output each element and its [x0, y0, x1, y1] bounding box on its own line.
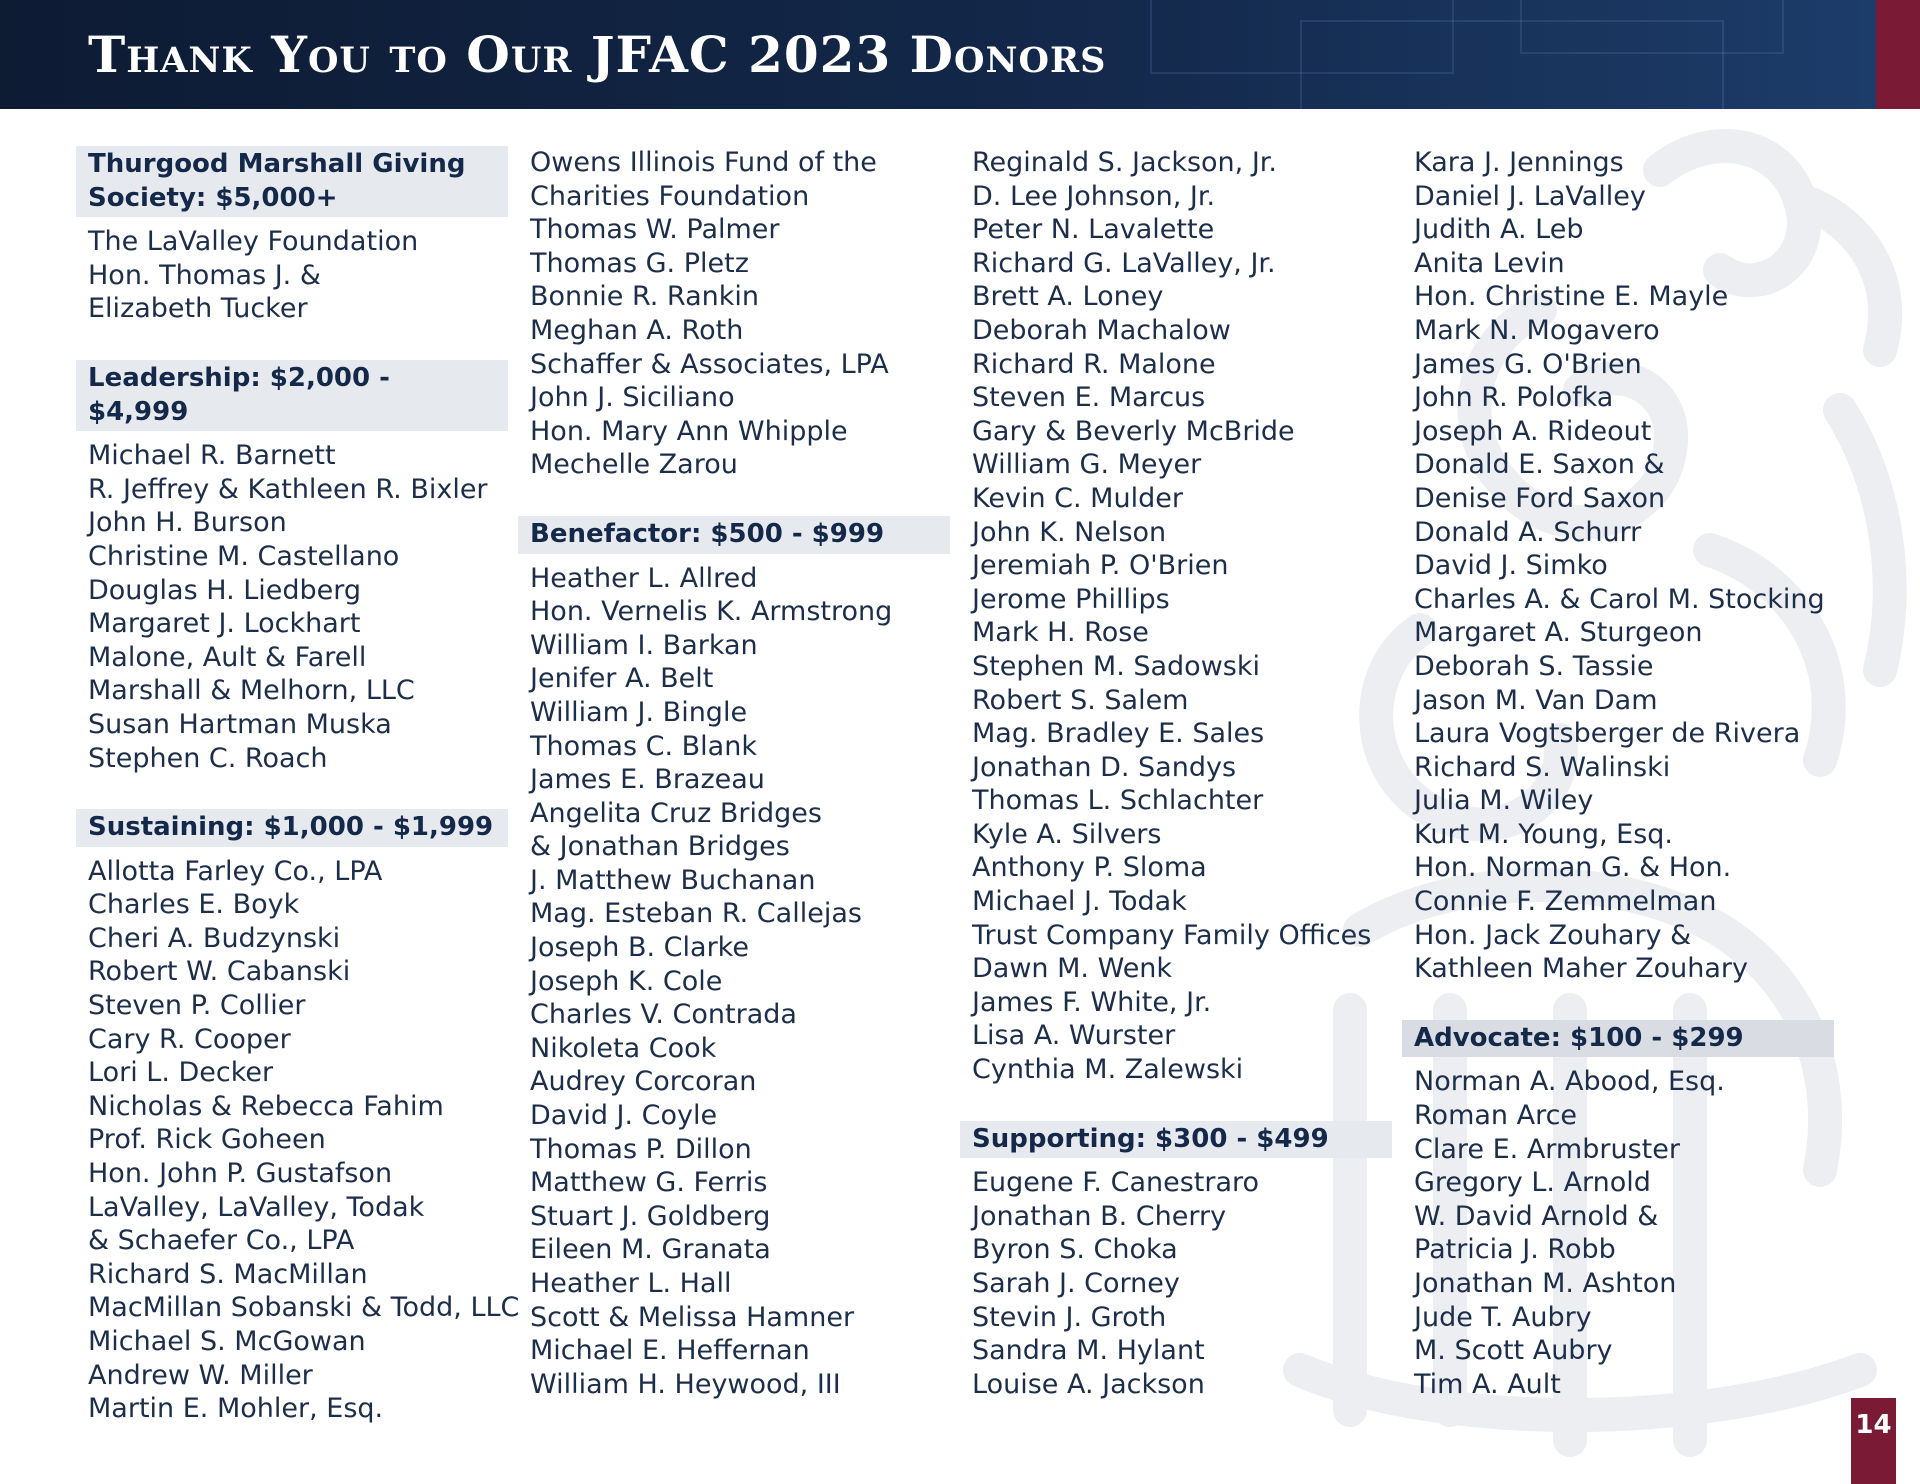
category-heading: Leadership: $2,000 - $4,999: [76, 360, 508, 431]
donor-name: R. Jeffrey & Kathleen R. Bixler: [88, 473, 488, 505]
donor-name: Prof. Rick Goheen: [88, 1124, 326, 1156]
donor-name: Jason M. Van Dam: [1414, 684, 1658, 716]
donor-name: Steven P. Collier: [88, 990, 306, 1022]
donor-name: Louise A. Jackson: [972, 1368, 1205, 1400]
donor-name: & Jonathan Bridges: [530, 831, 790, 863]
donor-name: Mag. Bradley E. Sales: [972, 718, 1265, 750]
donor-name: Richard S. MacMillan: [88, 1258, 368, 1290]
donor-name: Kurt M. Young, Esq.: [1414, 818, 1674, 850]
donor-name: Steven E. Marcus: [972, 382, 1206, 414]
donor-name: LaValley, LaValley, Todak: [88, 1191, 425, 1223]
donor-name: Eileen M. Granata: [530, 1234, 771, 1266]
donor-list: [76, 855, 520, 1426]
donor-name: William H. Heywood, III: [530, 1368, 841, 1400]
donor-name: Kyle A. Silvers: [972, 818, 1162, 850]
donor-name: Connie F. Zemmelman: [1414, 886, 1717, 918]
donor-name: William G. Meyer: [972, 449, 1202, 481]
donor-name: Jude T. Aubry: [1414, 1301, 1592, 1333]
donor-name: James F. White, Jr.: [972, 986, 1212, 1018]
donor-name: Matthew G. Ferris: [530, 1167, 768, 1199]
donor-name: Elizabeth Tucker: [88, 293, 308, 325]
donor-name: Stephen M. Sadowski: [972, 650, 1260, 682]
donor-name: Michael E. Heffernan: [530, 1335, 810, 1367]
donor-list: [1402, 1065, 1834, 1401]
donor-name: Roman Arce: [1414, 1100, 1578, 1132]
donor-name: Hon. John P. Gustafson: [88, 1158, 393, 1190]
donor-name: Lisa A. Wurster: [972, 1020, 1176, 1052]
donor-name: Christine M. Castellano: [88, 540, 400, 572]
donor-name: Charles E. Boyk: [88, 889, 300, 921]
donor-name: Robert W. Cabanski: [88, 956, 351, 988]
donor-name: Sarah J. Corney: [972, 1268, 1180, 1299]
donor-name: Jerome Phillips: [972, 583, 1170, 615]
header-banner: [0, 0, 1920, 109]
donor-name: Clare E. Armbruster: [1414, 1133, 1680, 1165]
donor-name: Audrey Corcoran: [530, 1066, 757, 1098]
donor-name: Laura Vogtsberger de Rivera: [1414, 718, 1801, 750]
donor-name: Dawn M. Wenk: [972, 953, 1173, 985]
donor-name: Kathleen Maher Zouhary: [1414, 953, 1749, 985]
donor-name: Thomas G. Pletz: [530, 247, 749, 279]
donor-name: Richard R. Malone: [972, 348, 1216, 380]
donor-name: Jonathan D. Sandys: [972, 751, 1237, 783]
donor-name: Hon. Thomas J. &: [88, 259, 321, 291]
donor-name: Thomas W. Palmer: [530, 214, 780, 246]
donor-name: Lori L. Decker: [88, 1057, 274, 1089]
donor-name: Cheri A. Budzynski: [88, 922, 341, 954]
donor-name: Douglas H. Liedberg: [88, 574, 362, 606]
donor-name: James E. Brazeau: [530, 764, 765, 796]
donor-name: Joseph K. Cole: [530, 965, 723, 997]
donor-name: Thomas L. Schlachter: [972, 785, 1264, 817]
donor-name: Stephen C. Roach: [88, 742, 328, 774]
donor-name: Gregory L. Arnold: [1414, 1167, 1651, 1199]
donor-name: Meghan A. Roth: [530, 314, 744, 346]
donor-name: Trust Company Family Offices: [972, 919, 1372, 951]
donor-name: Jeremiah P. O'Brien: [972, 550, 1229, 582]
donor-name: Donald A. Schurr: [1414, 516, 1642, 548]
donor-name: Denise Ford Saxon: [1414, 482, 1666, 514]
donor-name: Andrew W. Miller: [88, 1359, 313, 1391]
donor-name: Susan Hartman Muska: [88, 708, 392, 740]
donor-column-3: [960, 146, 1392, 1401]
donor-name: Deborah S. Tassie: [1414, 650, 1654, 682]
donor-name: Anthony P. Sloma: [972, 852, 1207, 884]
donor-name: The LaValley Foundation: [88, 226, 419, 258]
donor-name: Hon. Christine E. Mayle: [1414, 281, 1729, 313]
donor-name: Stevin J. Groth: [972, 1301, 1167, 1333]
donor-column-2: [518, 146, 950, 1401]
page-number: 14: [1851, 1398, 1896, 1484]
donor-name: MacMillan Sobanski & Todd, LLC: [88, 1292, 520, 1324]
donor-name: Owens Illinois Fund of the: [530, 147, 877, 178]
donor-name: Reginald S. Jackson, Jr.: [972, 147, 1278, 178]
donor-name: Norman A. Abood, Esq.: [1414, 1066, 1725, 1098]
donor-name: Mag. Esteban R. Callejas: [530, 898, 862, 930]
donor-name: Cary R. Cooper: [88, 1023, 291, 1055]
donor-name: Hon. Mary Ann Whipple: [530, 415, 848, 447]
category-heading: Benefactor: $500 - $999: [518, 516, 950, 554]
donor-name: Cynthia M. Zalewski: [972, 1054, 1244, 1086]
donor-name: Jenifer A. Belt: [530, 663, 714, 695]
donor-name: Patricia J. Robb: [1414, 1234, 1616, 1266]
category-heading: Sustaining: $1,000 - $1,999: [76, 809, 508, 847]
donor-name: Hon. Jack Zouhary &: [1414, 919, 1692, 951]
donor-name: Gary & Beverly McBride: [972, 415, 1295, 447]
donor-name: Daniel J. LaValley: [1414, 180, 1646, 212]
donor-name: Donald E. Saxon &: [1414, 449, 1665, 481]
donor-name: Joseph A. Rideout: [1414, 415, 1652, 447]
donor-name: Heather L. Hall: [530, 1268, 732, 1299]
donor-name: Thomas C. Blank: [530, 730, 757, 762]
donor-list: [76, 439, 508, 775]
donor-name: Anita Levin: [1414, 247, 1565, 279]
donor-name: Stuart J. Goldberg: [530, 1200, 771, 1232]
donor-name: Kara J. Jennings: [1414, 147, 1624, 178]
donor-name: Marshall & Melhorn, LLC: [88, 675, 415, 707]
donor-name: Thomas P. Dillon: [530, 1133, 752, 1165]
donor-name: Hon. Norman G. & Hon.: [1414, 852, 1732, 884]
category-heading: Thurgood Marshall Giving Society: $5,000+: [76, 146, 508, 217]
donor-name: John K. Nelson: [972, 516, 1167, 548]
donor-name: Nikoleta Cook: [530, 1032, 717, 1064]
donor-name: Schaffer & Associates, LPA: [530, 348, 889, 380]
donor-name: John J. Siciliano: [530, 382, 735, 414]
donor-name: Judith A. Leb: [1414, 214, 1584, 246]
donor-name: Nicholas & Rebecca Fahim: [88, 1090, 444, 1122]
donor-name: Byron S. Choka: [972, 1234, 1178, 1266]
header-decoration: [1520, 0, 1784, 54]
donor-name: Martin E. Mohler, Esq.: [88, 1393, 384, 1425]
donor-name: Peter N. Lavalette: [972, 214, 1215, 246]
donor-name: Joseph B. Clarke: [530, 932, 749, 964]
donor-name: Scott & Melissa Hamner: [530, 1301, 855, 1333]
donor-name: W. David Arnold &: [1414, 1200, 1659, 1232]
donor-name: J. Matthew Buchanan: [530, 864, 816, 896]
donor-name: Deborah Machalow: [972, 314, 1231, 346]
donor-name: Eugene F. Canestraro: [972, 1167, 1260, 1199]
donor-name: Margaret J. Lockhart: [88, 608, 361, 640]
donor-name: Malone, Ault & Farell: [88, 641, 367, 673]
donor-name: David J. Coyle: [530, 1100, 718, 1132]
category-heading: Advocate: $100 - $299: [1402, 1020, 1834, 1058]
donor-name: William J. Bingle: [530, 696, 748, 728]
donor-name: Tim A. Ault: [1414, 1368, 1561, 1400]
donor-name: Robert S. Salem: [972, 684, 1189, 716]
donor-name: Michael J. Todak: [972, 886, 1187, 918]
donor-name: Mark H. Rose: [972, 617, 1149, 649]
donor-name: Sandra M. Hylant: [972, 1335, 1205, 1367]
donor-list: [960, 1166, 1392, 1401]
donor-column-1: [76, 146, 520, 1426]
donor-name: Richard G. LaValley, Jr.: [972, 247, 1276, 279]
donor-name: William I. Barkan: [530, 629, 758, 661]
donor-name: Jonathan M. Ashton: [1414, 1268, 1677, 1299]
donor-name: Charles V. Contrada: [530, 999, 797, 1031]
donor-list: [518, 146, 950, 482]
donor-name: Charles A. & Carol M. Stocking: [1414, 583, 1825, 615]
donor-column-4: [1402, 146, 1834, 1401]
donor-name: Jonathan B. Cherry: [972, 1200, 1227, 1232]
donor-name: Angelita Cruz Bridges: [530, 797, 822, 829]
donor-name: & Schaefer Co., LPA: [88, 1225, 355, 1257]
donor-name: John R. Polofka: [1414, 382, 1614, 414]
donor-name: Richard S. Walinski: [1414, 751, 1671, 783]
donor-name: Allotta Farley Co., LPA: [88, 855, 383, 887]
page-title: Thank You to Our JFAC 2023 Donors: [88, 25, 1107, 84]
donor-name: Brett A. Loney: [972, 281, 1164, 313]
donor-name: Julia M. Wiley: [1414, 785, 1594, 817]
donor-name: D. Lee Johnson, Jr.: [972, 180, 1216, 212]
donor-list: [1402, 146, 1834, 986]
donor-name: David J. Simko: [1414, 550, 1608, 582]
donor-name: M. Scott Aubry: [1414, 1335, 1613, 1367]
donor-name: Bonnie R. Rankin: [530, 281, 759, 313]
donor-name: Michael S. McGowan: [88, 1326, 366, 1357]
donor-name: Charities Foundation: [530, 180, 810, 212]
donor-name: Hon. Vernelis K. Armstrong: [530, 596, 893, 628]
donor-name: Michael R. Barnett: [88, 440, 336, 472]
donor-name: Heather L. Allred: [530, 562, 758, 594]
donor-list: [518, 562, 950, 1402]
donor-name: Mechelle Zarou: [530, 449, 738, 481]
donor-name: James G. O'Brien: [1414, 348, 1642, 380]
header-accent-bar: [1876, 0, 1920, 109]
donor-list: [960, 146, 1392, 1087]
donor-list: [76, 225, 508, 326]
donor-name: Kevin C. Mulder: [972, 482, 1183, 514]
donor-name: Mark N. Mogavero: [1414, 314, 1660, 346]
donor-name: Margaret A. Sturgeon: [1414, 617, 1703, 649]
donor-name: John H. Burson: [88, 507, 287, 539]
category-heading: Supporting: $300 - $499: [960, 1121, 1392, 1159]
